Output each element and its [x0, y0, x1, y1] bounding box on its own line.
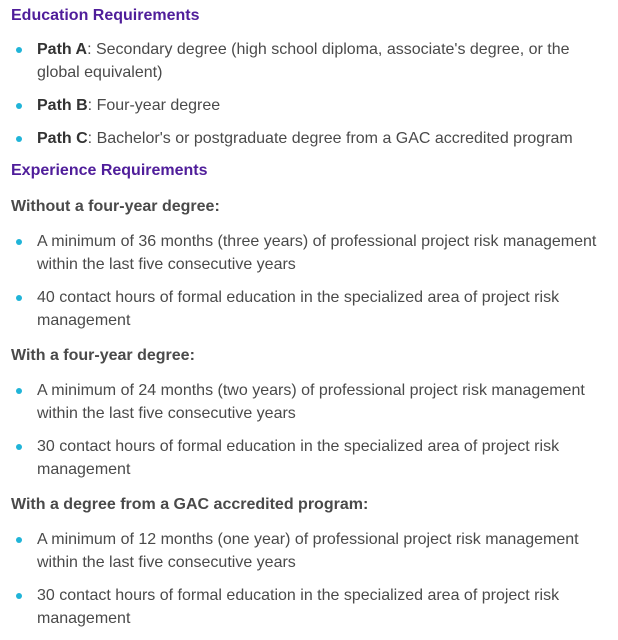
path-b-text: : Four-year degree [87, 97, 221, 114]
education-list [0, 38, 618, 160]
list-item-text: A minimum of 36 months (three years) of professional project risk management within the last five consecutive years [37, 233, 597, 273]
education-requirements-heading: Education Requirements [11, 7, 200, 24]
list-item [0, 94, 618, 117]
with-degree-heading: With a four-year degree: [11, 347, 195, 364]
list-item [0, 379, 618, 425]
list-item [0, 584, 618, 630]
list-item [0, 230, 618, 276]
bullet-icon [16, 136, 22, 142]
experience-requirements-heading: Experience Requirements [11, 162, 208, 179]
list-item [0, 528, 618, 574]
bullet-icon [16, 103, 22, 109]
list-item [0, 435, 618, 481]
list-item-text: 30 contact hours of formal education in the specialized area of project risk management [37, 587, 560, 627]
with-degree-list [0, 379, 618, 491]
bullet-icon [16, 239, 22, 245]
without-degree-heading: Without a four-year degree: [11, 198, 220, 215]
list-item [0, 127, 618, 150]
bullet-icon [16, 444, 22, 450]
list-item-text: 40 contact hours of formal education in the specialized area of project risk management [37, 289, 560, 329]
gac-degree-heading: With a degree from a GAC accredited program: [11, 496, 369, 513]
list-item-text: A minimum of 24 months (two years) of professional project risk management within the last five consecutive years [37, 382, 585, 422]
path-c-label: Path C [37, 130, 88, 147]
path-a-label: Path A [37, 41, 88, 58]
bullet-icon [16, 388, 22, 394]
list-item-text: 30 contact hours of formal education in the specialized area of project risk management [37, 438, 560, 478]
bullet-icon [16, 295, 22, 301]
bullet-icon [16, 537, 22, 543]
list-item [0, 286, 618, 332]
bullet-icon [16, 593, 22, 599]
list-item-text: A minimum of 12 months (one year) of professional project risk management within the last five consecutive years [37, 531, 579, 571]
gac-degree-list [0, 528, 618, 640]
path-b-label: Path B [37, 97, 88, 114]
path-c-text: : Bachelor's or postgraduate degree from a GAC accredited program [87, 130, 573, 147]
list-item [0, 38, 618, 84]
without-degree-list [0, 230, 618, 342]
path-a-text: : Secondary degree (high school diploma, associate's degree, or the global equivalent) [37, 41, 570, 81]
bullet-icon [16, 47, 22, 53]
